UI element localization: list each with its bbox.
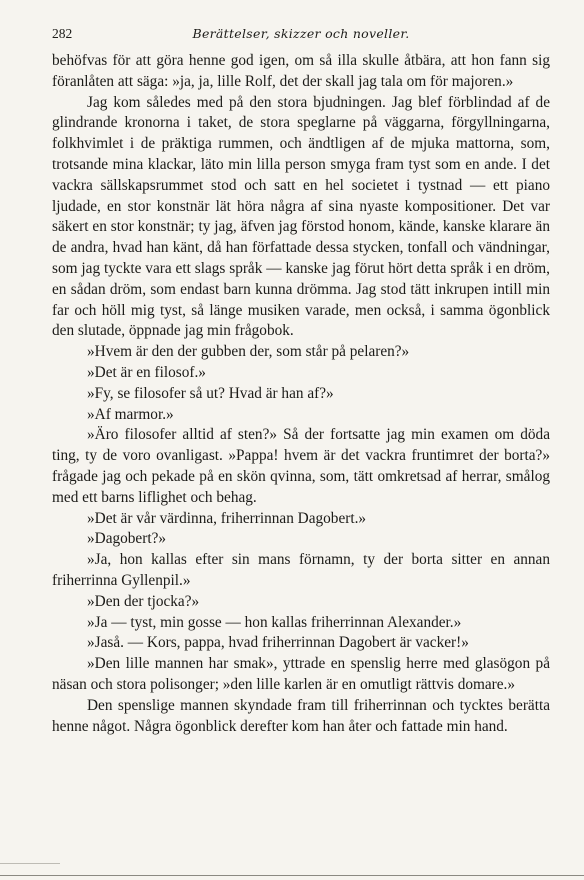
dialogue-line: »Den der tjocka?» — [87, 592, 200, 610]
dialogue-line: »Fy, se filosofer så ut? Hvad är han af?» — [87, 384, 334, 402]
page-number: 282 — [52, 26, 73, 41]
paragraph: »Den lille mannen har smak», yttrade en spenslig herre med glasögon på näsan och stora polisonger; »den lille karlen är en omutligt rättvis domare.» — [52, 655, 550, 693]
dialogue-line: »Det är vår värdinna, friherrinnan Dagobert.» — [87, 509, 367, 527]
dialogue-line: »Ja — tyst, min gosse — hon kallas friherrinnan Alexander.» — [87, 613, 462, 631]
running-title: Berättelser, skizzer och noveller. — [192, 26, 410, 41]
running-head — [52, 26, 550, 44]
page-bottom-edge — [0, 875, 584, 876]
paragraph: »Äro filosofer alltid af sten?» Så der fortsatte jag min examen om döda ting, ty de voro ovanligast. »Pappa! hvem är det vackra fruntimret der borta?» frågade jag och pekade på en skön qvinna, som, tätt omkretsad af herrar, smålog med ett barns liflighet och behag. — [52, 426, 550, 506]
dialogue-line: »Det är en filosof.» — [87, 363, 206, 381]
dialogue-line: »Ja, hon kallas efter sin mans förnamn, ty der borta sitter en annan friherrinna Gyllenpil.» — [52, 551, 550, 589]
dialogue-line: »Jaså. — Kors, pappa, hvad friherrinnan Dagobert är vacker!» — [87, 634, 469, 652]
body-text — [52, 51, 550, 737]
dialogue-line: »Af marmor.» — [87, 405, 174, 423]
dialogue-line: »Hvem är den der gubben der, som står på pelaren?» — [87, 343, 410, 361]
paragraph: Den spenslige mannen skyndade fram till friherrinnan och tycktes berätta henne något. Några ögonblick derefter kom han åter och fattade min hand. — [52, 696, 550, 735]
paragraph: Jag kom således med på den stora bjudningen. Jag blef förblindad af de glindrande kronorna i taket, de stora speglarne på väggarna, förgyllningarna, folkhvimlet i de präktiga rummen, och ändtligen af de mjuka mattorna, som, trotsande mina klackar, läto min lilla person smyga fram tyst som en ande. I det vackra sällskapsrummet stod och satt en hel societet i tystnad — ett piano ljudade, en stor konstnär lät höra några af sina nyaste kompositioner. Det var säkert en stor konstnär; ty jag, äfven jag förstod honom, kände, kanske klarare än de andra, hvad han känt, då han författade dessa stycken, tonfall och vändningar, som jag tyckte vara ett slags språk — kanske jag förut hört detta språk i en dröm, en sådan dröm, som endast barn kunna drömma. Jag stod tätt inkrupen intill min far och höll mig tyst, så länge musiken varade, men också, i samma ögonblick den slutade, öppnade jag min frågobok. — [52, 93, 550, 340]
scan-edge-mark — [0, 863, 60, 864]
paragraph: behöfvas för att göra henne god igen, om så illa skulle åtbära, att hon fann sig föranlåten att säga: »ja, ja, lille Rolf, det der skall jag tala om för majoren.» — [52, 52, 550, 90]
dialogue-line: »Dagobert?» — [87, 530, 167, 548]
